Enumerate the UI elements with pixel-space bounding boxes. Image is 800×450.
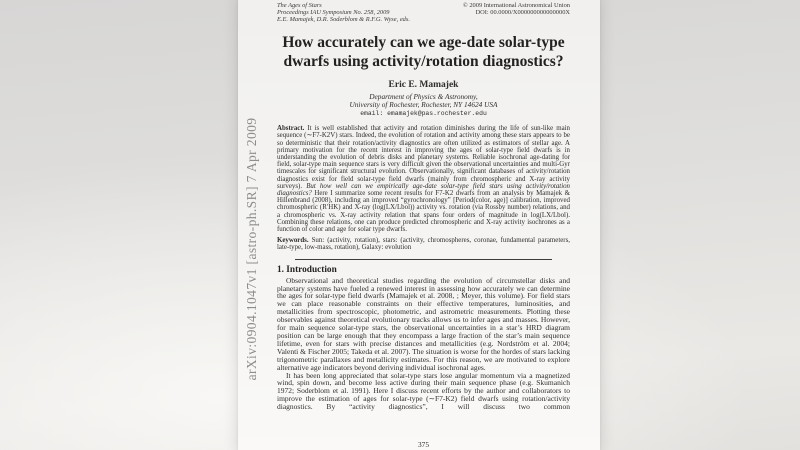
editors-line: E.E. Mamajek, D.R. Soderblom & R.F.G. Wyse, eds. [277,16,410,23]
email-line: email: emamajek@pas.rochester.edu [360,109,487,117]
abstract-text-1: It is well established that activity and rotation diminishes during the life of sun-like main sequence (∼F7-K2V) stars. Indeed, the evolution of rotation and activity among these stars appears to be so deterministic that their rotation/activity diagnostics are often utilized as estimators of stellar age. A primary motivation for the recent interest in improving the ages of solar-type field dwarfs is in understanding the evolution of debris disks and planetary systems. Reliable isochronal age-dating for field, solar-type main sequence stars is very difficult given the observational uncertainties and multi-Gyr timescales for significant structural evolution. Observationally, significant databases of activity/rotation diagnostics exist for field solar-type field dwarfs (mainly from chromospheric and X-ray activity surveys). [277,125,570,190]
abstract-text-2: Here I summarize some recent results for F7-K2 dwarfs from an analysis by Mamajek & Hillenbrand (2008), including an improved “gyrochronology” [Period(color, age)] calibration, improved chromospheric (R′HK) and X-ray (log(LX/Lbol)) activity vs. rotation (via Rossby number) relations, and a chromospheric vs. X-ray activity relation that spans four orders of magnitude in log(LX/Lbol). Combining these relations, one can produce predicted chromospheric and X-ray activity isochrones as a function of color and age for solar type dwarfs. [277,190,570,234]
keywords-text: Sun: (activity, rotation), stars: (activity, chromospheres, coronae, fundamental parameters, late-type, low-mass, rotation), Galaxy: evolution [277,237,570,252]
series-title: The Ages of Stars [277,2,322,9]
intro-paragraph-1: Observational and theoretical studies regarding the evolution of circumstellar disks and planetary systems have fueled a renewed interest in assessing how accurately we can determine the ages for solar-type field dwarfs (Mamajek et al. 2008, ; Meyer, this volume). For field stars we can place reasonable constraints on their effective temperatures, luminosities, and metallicities from spectroscopic, photometric, and astrometric measurements. Plotting these observables against theoretical evolutionary tracks allows us to infer ages and masses. However, for main sequence solar-type stars, the observational uncertainties in a star’s HRD diagram position can be large enough that they encompass a large fraction of the star’s main sequence lifetime, even for stars with precise distances and metallicities (e.g. Nordström et al. 2004; Valenti & Fischer 2005; Takeda et al. 2007). The situation is worse for the hordes of stars lacking trigonometric parallaxes and metallicity estimates. For this reason, we are motivated to explore alternative age indicators beyond deriving individual isochronal ages. [277,275,570,372]
intro-paragraph-2: It has been long appreciated that solar-type stars lose angular momentum via a magnetized wind, spin down, and become less active during their main sequence phase (e.g. Skumanich 1972; Soderblom et al. 1991). Here I discuss recent efforts by the author and collaborators to improve the estimation of ages for solar-type (∼F7-K2) field dwarfs using rotation/activity diagnostics. By “activity diagnostics”, I will discuss two common [277,370,570,412]
abstract-label: Abstract. [277,125,305,133]
author-name: Eric E. Mamajek [388,80,459,90]
paper-title: How accurately can we age-date solar-type dwarfs using activity/rotation diagnostics? [282,34,565,70]
header-right-block [463,2,570,23]
section-heading: 1. Introduction [277,264,337,275]
affiliation-university: University of Rochester, Rochester, NY 14624 USA [349,100,498,110]
page-content [238,0,600,450]
copyright-line: © 2009 International Astronomical Union [462,2,570,9]
section-divider [295,259,553,260]
page-number: 375 [417,440,430,449]
abstract-italic-question: But how well can we empirically age-date solar-type field stars using activity/rotation diagnostics? [277,182,570,198]
doi-line: DOI: 00.0000/X000000000000000X [475,9,570,16]
affiliation-department: Department of Physics & Astronomy, [369,92,478,101]
header-left-block [277,2,410,23]
proceedings-line: Proceedings IAU Symposium No. 258, 2009 [277,9,390,16]
keywords-label: Keywords. [277,237,309,245]
running-header [277,2,570,23]
paper-page [238,0,600,450]
keywords-paragraph [277,237,570,251]
arxiv-watermark: arXiv:0904.1047v1 [astro-ph.SR] 7 Apr 2009 [244,117,259,381]
affiliation-block [277,93,570,118]
abstract-paragraph [277,125,570,233]
